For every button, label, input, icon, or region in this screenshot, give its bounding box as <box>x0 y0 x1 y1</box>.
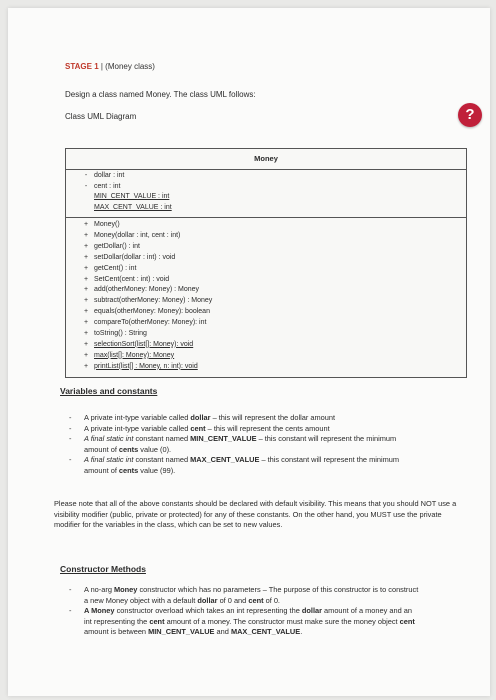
document-page <box>8 8 490 696</box>
visibility-marker: - <box>84 182 88 190</box>
uml-attribute <box>84 182 121 190</box>
list-item: - A private int-type variable called dollar – this will represent the dollar amount <box>69 413 336 422</box>
uml-method <box>83 362 198 370</box>
uml-method <box>83 221 120 228</box>
uml-class-diagram <box>65 148 467 378</box>
visibility-marker: + <box>83 319 89 327</box>
uml-method-text: add(otherMoney: Money) : Money <box>94 286 200 294</box>
uml-method <box>83 340 194 348</box>
uml-attribute-text: dollar : int <box>94 172 125 179</box>
visibility-note: Please note that all of the above constants should be declared with default visibility. This means that you should NOT use a visibility modifier (public, private or protected) for any of these constants. On the other hand, you MUST use the private modifier for the variables in the class, which can be set to new values. <box>54 499 457 529</box>
visibility-marker: + <box>83 340 89 348</box>
uml-method-text: Money(dollar : int, cent : int) <box>94 231 181 239</box>
visibility-marker: + <box>83 297 89 305</box>
uml-method <box>83 275 170 283</box>
uml-method-text: toString() : String <box>94 330 147 337</box>
uml-method-text: max(list[]: Money): Money <box>94 351 175 359</box>
stage-heading <box>65 62 155 71</box>
uml-method-text: compareTo(otherMoney: Money): int <box>94 319 207 327</box>
visibility-marker: + <box>83 275 89 283</box>
uml-method <box>83 297 213 305</box>
uml-attribute-text: cent : int <box>94 182 121 190</box>
uml-method <box>83 231 181 239</box>
uml-method-text: Money() <box>94 221 120 228</box>
constructors-list <box>69 585 419 638</box>
help-icon[interactable]: ? <box>458 103 482 127</box>
visibility-marker: + <box>83 221 89 228</box>
uml-attribute <box>94 193 169 200</box>
visibility-marker: + <box>83 308 89 316</box>
uml-method-text: equals(otherMoney: Money): boolean <box>94 308 210 316</box>
uml-method-text: selectionSort(list[]: Money): void <box>94 340 194 348</box>
uml-method <box>83 253 176 261</box>
visibility-marker: + <box>83 264 89 272</box>
uml-method-text: getDollar() : int <box>94 242 140 250</box>
uml-method <box>83 286 200 294</box>
visibility-marker: - <box>84 172 88 179</box>
list-item: - A private int-type variable called cent – this will represent the cents amount <box>69 423 330 433</box>
stage-label: STAGE 1 <box>65 62 99 71</box>
variables-list <box>69 413 419 476</box>
list-item: - A final static int constant named MAX_CENT_VALUE – this constant will represent the minimum amount of cents value (99). <box>69 455 400 475</box>
stage-subtitle: | (Money class) <box>100 62 155 71</box>
list-item: - A Money constructor overload which takes an int representing the dollar amount of a money and an int representing the cent amount of a money. The constructor must make sure the money object cent amount is between MIN_CENT_VALUE and MAX_CENT_VALUE. <box>69 606 415 636</box>
uml-attribute-text: MAX_CENT_VALUE : int <box>94 203 172 211</box>
uml-method-text: SetCent(cent : int) : void <box>94 275 170 283</box>
uml-attribute-text: MIN_CENT_VALUE : int <box>94 193 170 200</box>
uml-method <box>83 351 175 359</box>
uml-method-text: printList(list[] : Money, n: int): void <box>94 362 198 370</box>
uml-method <box>83 264 137 272</box>
intro-text: Design a class named Money. The class UML follows: <box>65 90 256 99</box>
uml-attributes <box>66 170 466 218</box>
uml-class-name: Money <box>66 149 466 170</box>
visibility-marker: + <box>83 351 89 359</box>
uml-method-text: subtract(otherMoney: Money) : Money <box>94 297 213 305</box>
list-item: - A no-arg Money constructor which has no parameters – The purpose of this constructor is to construct a new Money object with a default dollar of 0 and cent of 0. <box>69 585 419 605</box>
visibility-marker: + <box>83 231 89 239</box>
uml-method <box>83 242 140 250</box>
uml-method <box>83 330 147 337</box>
visibility-marker: + <box>83 362 89 370</box>
visibility-marker: + <box>83 253 89 261</box>
uml-attribute <box>84 172 125 179</box>
visibility-marker: + <box>83 242 89 250</box>
uml-method <box>83 319 207 327</box>
uml-attribute <box>94 204 172 211</box>
uml-method-text: setDollar(dollar : int) : void <box>94 253 176 261</box>
variables-title: Variables and constants <box>60 386 158 396</box>
visibility-marker: + <box>83 330 89 337</box>
uml-method-text: getCent() : int <box>94 264 137 272</box>
uml-method <box>83 308 210 316</box>
visibility-marker: + <box>83 286 89 294</box>
list-item: - A final static int constant named MIN_CENT_VALUE – this constant will represent the minimum amount of cents value (0). <box>69 434 397 454</box>
uml-heading: Class UML Diagram <box>65 112 137 121</box>
constructors-title: Constructor Methods <box>60 564 146 574</box>
